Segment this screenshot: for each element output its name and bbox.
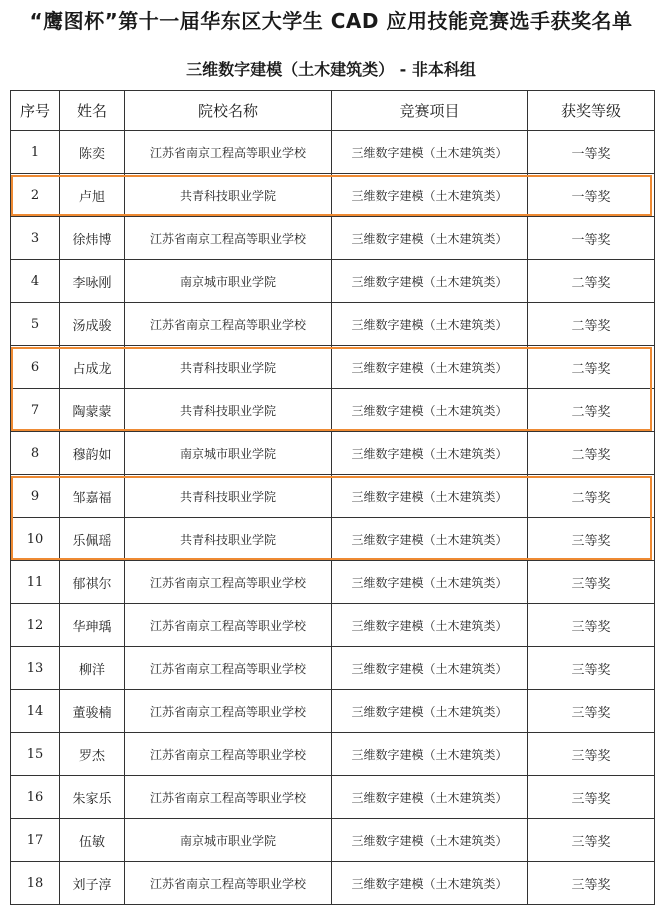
- cell-award: 二等奖: [528, 389, 655, 432]
- cell-index: 3: [11, 217, 60, 260]
- table-row: [11, 131, 655, 174]
- cell-school: 江苏省南京工程高等职业学校: [125, 217, 332, 260]
- cell-school: 共青科技职业学院: [125, 346, 332, 389]
- cell-name: 乐佩瑶: [60, 518, 125, 561]
- cell-award: 三等奖: [528, 604, 655, 647]
- cell-index: 13: [11, 647, 60, 690]
- table-row: [11, 217, 655, 260]
- header-event: 竞赛项目: [332, 91, 528, 131]
- cell-school: 共青科技职业学院: [125, 389, 332, 432]
- page-title: “鹰图杯”第十一届华东区大学生 CAD 应用技能竞赛选手获奖名单: [29, 9, 633, 33]
- cell-school: 江苏省南京工程高等职业学校: [125, 690, 332, 733]
- header-award: 获奖等级: [528, 91, 655, 131]
- cell-name: 华珅瑀: [60, 604, 125, 647]
- cell-award: 一等奖: [528, 217, 655, 260]
- cell-school: 南京城市职业学院: [125, 819, 332, 862]
- table-row: [11, 776, 655, 819]
- cell-award: 一等奖: [528, 131, 655, 174]
- cell-index: 14: [11, 690, 60, 733]
- cell-index: 18: [11, 862, 60, 905]
- header-index: 序号: [11, 91, 60, 131]
- cell-award: 三等奖: [528, 776, 655, 819]
- cell-index: 2: [11, 174, 60, 217]
- table-row: [11, 260, 655, 303]
- cell-event: 三维数字建模（土木建筑类）: [332, 733, 528, 776]
- cell-event: 三维数字建模（土木建筑类）: [332, 260, 528, 303]
- cell-name: 刘子淳: [60, 862, 125, 905]
- cell-event: 三维数字建模（土木建筑类）: [332, 862, 528, 905]
- cell-event: 三维数字建模（土木建筑类）: [332, 690, 528, 733]
- cell-event: 三维数字建模（土木建筑类）: [332, 518, 528, 561]
- cell-index: 15: [11, 733, 60, 776]
- cell-event: 三维数字建模（土木建筑类）: [332, 346, 528, 389]
- table-header: [11, 91, 655, 131]
- cell-event: 三维数字建模（土木建筑类）: [332, 217, 528, 260]
- header-name: 姓名: [60, 91, 125, 131]
- cell-event: 三维数字建模（土木建筑类）: [332, 131, 528, 174]
- cell-index: 8: [11, 432, 60, 475]
- cell-name: 占成龙: [60, 346, 125, 389]
- cell-index: 16: [11, 776, 60, 819]
- page-subtitle: 三维数字建模（土木建筑类） - 非本科组: [186, 60, 476, 79]
- cell-index: 7: [11, 389, 60, 432]
- cell-name: 邹嘉福: [60, 475, 125, 518]
- awards-table: [10, 90, 655, 905]
- cell-school: 南京城市职业学院: [125, 260, 332, 303]
- cell-name: 徐炜博: [60, 217, 125, 260]
- cell-index: 17: [11, 819, 60, 862]
- cell-award: 三等奖: [528, 518, 655, 561]
- table-row: [11, 862, 655, 905]
- table-row: [11, 432, 655, 475]
- table-row: [11, 690, 655, 733]
- cell-school: 江苏省南京工程高等职业学校: [125, 776, 332, 819]
- header-row: [11, 91, 655, 131]
- cell-school: 江苏省南京工程高等职业学校: [125, 131, 332, 174]
- cell-index: 6: [11, 346, 60, 389]
- cell-award: 三等奖: [528, 733, 655, 776]
- cell-award: 三等奖: [528, 561, 655, 604]
- header-school: 院校名称: [125, 91, 332, 131]
- table-row: [11, 174, 655, 217]
- cell-award: 二等奖: [528, 303, 655, 346]
- cell-index: 9: [11, 475, 60, 518]
- cell-name: 柳洋: [60, 647, 125, 690]
- cell-award: 二等奖: [528, 475, 655, 518]
- cell-award: 二等奖: [528, 432, 655, 475]
- cell-award: 三等奖: [528, 690, 655, 733]
- cell-name: 陈奕: [60, 131, 125, 174]
- cell-school: 江苏省南京工程高等职业学校: [125, 561, 332, 604]
- cell-name: 郁祺尔: [60, 561, 125, 604]
- cell-event: 三维数字建模（土木建筑类）: [332, 475, 528, 518]
- cell-name: 董骏楠: [60, 690, 125, 733]
- cell-school: 共青科技职业学院: [125, 475, 332, 518]
- cell-name: 李咏刚: [60, 260, 125, 303]
- cell-award: 二等奖: [528, 260, 655, 303]
- cell-event: 三维数字建模（土木建筑类）: [332, 776, 528, 819]
- cell-school: 江苏省南京工程高等职业学校: [125, 733, 332, 776]
- cell-name: 卢旭: [60, 174, 125, 217]
- table-row: [11, 389, 655, 432]
- cell-event: 三维数字建模（土木建筑类）: [332, 174, 528, 217]
- cell-award: 三等奖: [528, 647, 655, 690]
- cell-index: 12: [11, 604, 60, 647]
- cell-award: 三等奖: [528, 862, 655, 905]
- table-row: [11, 475, 655, 518]
- cell-award: 三等奖: [528, 819, 655, 862]
- cell-event: 三维数字建模（土木建筑类）: [332, 604, 528, 647]
- table-row: [11, 561, 655, 604]
- cell-school: 共青科技职业学院: [125, 174, 332, 217]
- cell-name: 伍敏: [60, 819, 125, 862]
- table-row: [11, 647, 655, 690]
- cell-school: 江苏省南京工程高等职业学校: [125, 862, 332, 905]
- cell-event: 三维数字建模（土木建筑类）: [332, 432, 528, 475]
- cell-index: 10: [11, 518, 60, 561]
- table-row: [11, 733, 655, 776]
- cell-event: 三维数字建模（土木建筑类）: [332, 819, 528, 862]
- cell-award: 一等奖: [528, 174, 655, 217]
- cell-school: 南京城市职业学院: [125, 432, 332, 475]
- table-row: [11, 819, 655, 862]
- cell-name: 朱家乐: [60, 776, 125, 819]
- cell-index: 5: [11, 303, 60, 346]
- table-row: [11, 518, 655, 561]
- cell-school: 共青科技职业学院: [125, 518, 332, 561]
- cell-index: 4: [11, 260, 60, 303]
- table-row: [11, 303, 655, 346]
- cell-event: 三维数字建模（土木建筑类）: [332, 647, 528, 690]
- cell-name: 罗杰: [60, 733, 125, 776]
- cell-name: 汤成骏: [60, 303, 125, 346]
- cell-index: 11: [11, 561, 60, 604]
- cell-award: 二等奖: [528, 346, 655, 389]
- cell-event: 三维数字建模（土木建筑类）: [332, 389, 528, 432]
- table-body: [11, 131, 655, 905]
- cell-school: 江苏省南京工程高等职业学校: [125, 303, 332, 346]
- cell-event: 三维数字建模（土木建筑类）: [332, 303, 528, 346]
- cell-name: 陶蒙蒙: [60, 389, 125, 432]
- cell-index: 1: [11, 131, 60, 174]
- cell-school: 江苏省南京工程高等职业学校: [125, 647, 332, 690]
- cell-name: 穆韵如: [60, 432, 125, 475]
- cell-event: 三维数字建模（土木建筑类）: [332, 561, 528, 604]
- table-row: [11, 346, 655, 389]
- table-row: [11, 604, 655, 647]
- cell-school: 江苏省南京工程高等职业学校: [125, 604, 332, 647]
